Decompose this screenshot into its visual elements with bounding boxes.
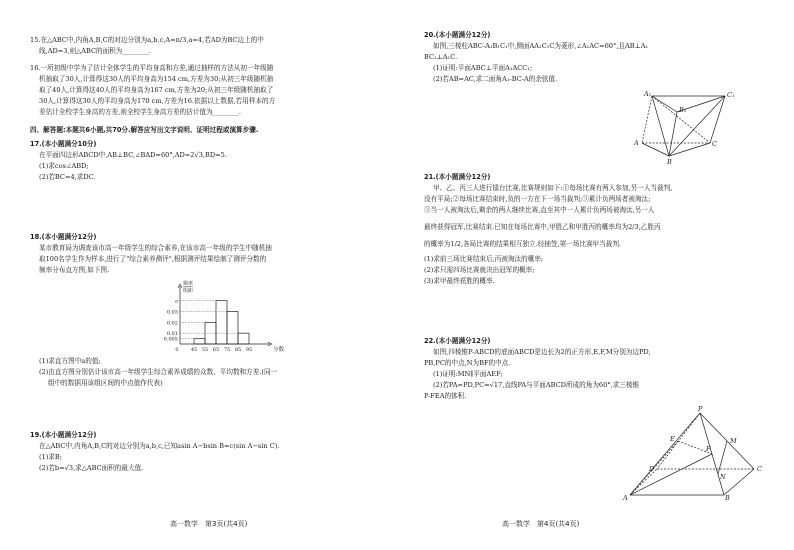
vertex-label: A bbox=[623, 494, 628, 500]
q16-line: 取了40人,计算得这40人的平均身高为167 cm,方差为20;从初三年级随机抽取了 bbox=[39, 86, 274, 94]
q21-line: 没有平局;②每场比赛结束时,负的一方在下一场当裁判;③累计负两场者被淘汰; bbox=[424, 195, 651, 203]
q21-part: (1)求前三场比赛结束后,丙被淘汰的概率; bbox=[424, 255, 544, 263]
x-tick-label: 55 bbox=[201, 347, 209, 353]
q19-line: 在△ABC中,内角A,B,C的对边分别为a,b,c,已知asin A−bsin B=c(sin A−sin C). bbox=[39, 442, 280, 450]
q20-line: BC₁⊥A₁C. bbox=[424, 53, 458, 61]
question-15 bbox=[30, 35, 264, 57]
q19-heading: 19.(本小题满分12分) bbox=[30, 431, 97, 439]
question-18 bbox=[30, 232, 272, 276]
q16-line: 机抽取了30人,计算得这30人的平均身高为154 cm,方差为30;从初三年级随机抽 bbox=[39, 75, 274, 83]
edge bbox=[642, 96, 652, 143]
x-tick-label: 95 bbox=[245, 347, 253, 353]
vertex-label: N bbox=[720, 473, 726, 481]
q21-line: 甲、乙、丙三人进行擂台比赛,比赛规则如下:①每场比赛有两人参加,另一人当裁判, bbox=[433, 184, 673, 192]
y-axis-label: 组距 bbox=[182, 288, 194, 294]
question-16 bbox=[30, 63, 275, 118]
q15-line: 15.在△ABC中,内角A,B,C的对边分别为a,b,c,A=π/3,a=4,若AD为BC边上的中 bbox=[30, 36, 264, 44]
edge bbox=[710, 96, 725, 143]
q18-heading: 18.(本小题满分12分) bbox=[30, 233, 97, 241]
vertex-label: P bbox=[698, 405, 703, 413]
prism-figure bbox=[622, 86, 762, 166]
q22-line: PB,PC的中点,N为BF的中点. bbox=[424, 359, 511, 367]
question-20 bbox=[424, 30, 648, 85]
edge bbox=[652, 96, 710, 143]
question-18-parts bbox=[30, 356, 277, 389]
footer-page-3: 高一数学 第3页(共4页) bbox=[170, 520, 248, 528]
q21-line: ③当一人被淘汰后,剩余的两人继续比赛,直至其中一人累计负两场被淘汰,另一人 bbox=[424, 206, 655, 214]
q22-line: (1)证明:MN∥平面AEF; bbox=[433, 370, 503, 378]
q18-part: (2)由直方图分别估计该市高一年级学生综合素养成绩的众数、平均数和方差.(同一 bbox=[39, 368, 278, 376]
vertex-label: A₁ bbox=[644, 90, 652, 98]
q20-line: (1)证明:平面ABC⊥平面A₁ACC₁; bbox=[433, 64, 533, 72]
q21-line: 的概率为1/2,各局比赛的结果相互独立.经抽签,第一场比赛甲当裁判. bbox=[424, 240, 622, 248]
q18-line: 某市教育局为调查该市高一年级学生的综合素养,在该市高一年级的学生中随机抽 bbox=[39, 244, 272, 252]
frequency-histogram bbox=[150, 278, 290, 358]
section-heading: 四、解答题:本题共6小题,共70分.解答应写出文字说明、证明过程或演算步骤. bbox=[30, 126, 259, 134]
q20-line: 如图,三棱柱ABC-A₁B₁C₁中,侧面AA₁C₁C为菱形,∠A₁AC=60°,且AB⊥A₁ bbox=[433, 42, 649, 50]
edge bbox=[718, 441, 727, 474]
q19-line: (1)求B; bbox=[39, 453, 63, 461]
question-19 bbox=[30, 430, 279, 474]
vertex-label: B bbox=[725, 494, 730, 500]
q20-heading: 20.(本小题满分12分) bbox=[424, 31, 491, 39]
vertex-label: A bbox=[634, 139, 639, 147]
vertex-label: B₁ bbox=[679, 106, 687, 114]
q22-line: P-FEA的体积. bbox=[424, 392, 467, 400]
q22-line: 如图,四棱锥P-ABCD的底面ABCD是边长为2的正方形,E,F,M分别为边PD, bbox=[433, 348, 651, 356]
edge bbox=[642, 143, 669, 156]
q18-part: 组中的数据用该组区间的中点值作代表) bbox=[48, 379, 163, 387]
y-tick-label: a bbox=[175, 298, 178, 305]
q17-line: (1)求cos∠ABD; bbox=[39, 162, 89, 170]
q18-part: (1)求直方图中a的值; bbox=[39, 357, 101, 365]
vertex-label: B bbox=[667, 158, 672, 166]
x-tick-label: 75 bbox=[223, 347, 231, 353]
q17-line: (2)若BC=4,求DC. bbox=[39, 173, 96, 181]
y-tick-label: 0.02 bbox=[166, 320, 178, 327]
vertex-label: C bbox=[757, 465, 762, 473]
question-22 bbox=[424, 336, 651, 402]
y-axis-label: 频率 bbox=[182, 281, 194, 287]
edge bbox=[669, 112, 677, 156]
edge bbox=[630, 454, 712, 495]
q15-line: 线,AD=3,则△ABC的面积为________. bbox=[39, 47, 151, 55]
q18-line: 取100名学生作为样本,进行了"综合素养测评",根据测评结果绘制了测评分数的 bbox=[39, 255, 267, 263]
histogram-bar bbox=[216, 301, 227, 344]
vertex-label: C bbox=[712, 140, 717, 148]
pyramid-figure bbox=[622, 405, 767, 500]
q16-line: 差估计全校学生身高的方差,则全校学生身高方差的估计值为________. bbox=[39, 108, 242, 116]
vertex-label: F bbox=[706, 445, 711, 453]
q19-line: (2)若b=√3,求△ABC面积的最大值. bbox=[39, 464, 144, 472]
y-tick-label: 0.005 bbox=[163, 336, 178, 343]
question-21 bbox=[424, 172, 672, 287]
x-tick-label: 85 bbox=[234, 347, 242, 353]
q17-heading: 17.(本小题满分10分) bbox=[30, 140, 97, 148]
q21-part: (3)求甲最终获胜的概率. bbox=[424, 277, 495, 285]
q20-line: (2)若AB=AC,求二面角A₁-BC-A的余弦值. bbox=[433, 75, 558, 83]
vertex-label: E bbox=[670, 435, 675, 443]
q17-line: 在平面四边形ABCD中,AB⊥BC,∠BAD=60°,AD=2√3,BD=5. bbox=[39, 151, 227, 159]
vertex-label: D bbox=[649, 465, 655, 473]
q16-line: 30人,计算得这30人的平均身高为170 cm,方差为16.依据以上数据,若用样本的方 bbox=[39, 97, 276, 105]
q21-line: 最终获得冠军,比赛结束.已知在每场比赛中,甲胜乙和甲胜丙的概率均为2/3,乙胜丙 bbox=[424, 223, 661, 231]
histogram-bar bbox=[238, 333, 249, 344]
q21-part: (2)求只需四场比赛就决出冠军的概率; bbox=[424, 266, 535, 274]
q16-line: 16.一所初级中学为了估计全体学生的平均身高和方差,通过抽样的方法从初一年级随 bbox=[30, 64, 274, 72]
q21-heading: 21.(本小题满分12分) bbox=[424, 173, 491, 181]
footer-page-4: 高一数学 第4页(共4页) bbox=[502, 520, 580, 528]
edge bbox=[630, 413, 700, 495]
q18-line: 频率分布直方图,如下图. bbox=[39, 266, 110, 274]
histogram-bar bbox=[194, 339, 205, 344]
x-tick-label: 0 bbox=[175, 347, 179, 353]
y-tick-label: 0.03 bbox=[166, 309, 178, 316]
x-axis-label: 分数 bbox=[273, 347, 285, 353]
q22-heading: 22.(本小题满分12分) bbox=[424, 337, 491, 345]
q22-line: (2)若PA=PD,PC=√17,直线PA与平面ABCD所成的角为60°,求三棱锥 bbox=[433, 381, 640, 389]
edge bbox=[724, 469, 754, 495]
vertex-label: C₁ bbox=[727, 91, 735, 99]
histogram-bar bbox=[227, 312, 238, 345]
right-page bbox=[397, 0, 794, 550]
y-tick-label: 0.01 bbox=[166, 331, 178, 338]
x-tick-label: 45 bbox=[190, 347, 198, 353]
question-17 bbox=[30, 139, 227, 183]
x-tick-label: 65 bbox=[212, 347, 220, 353]
vertex-label: M bbox=[730, 437, 737, 445]
